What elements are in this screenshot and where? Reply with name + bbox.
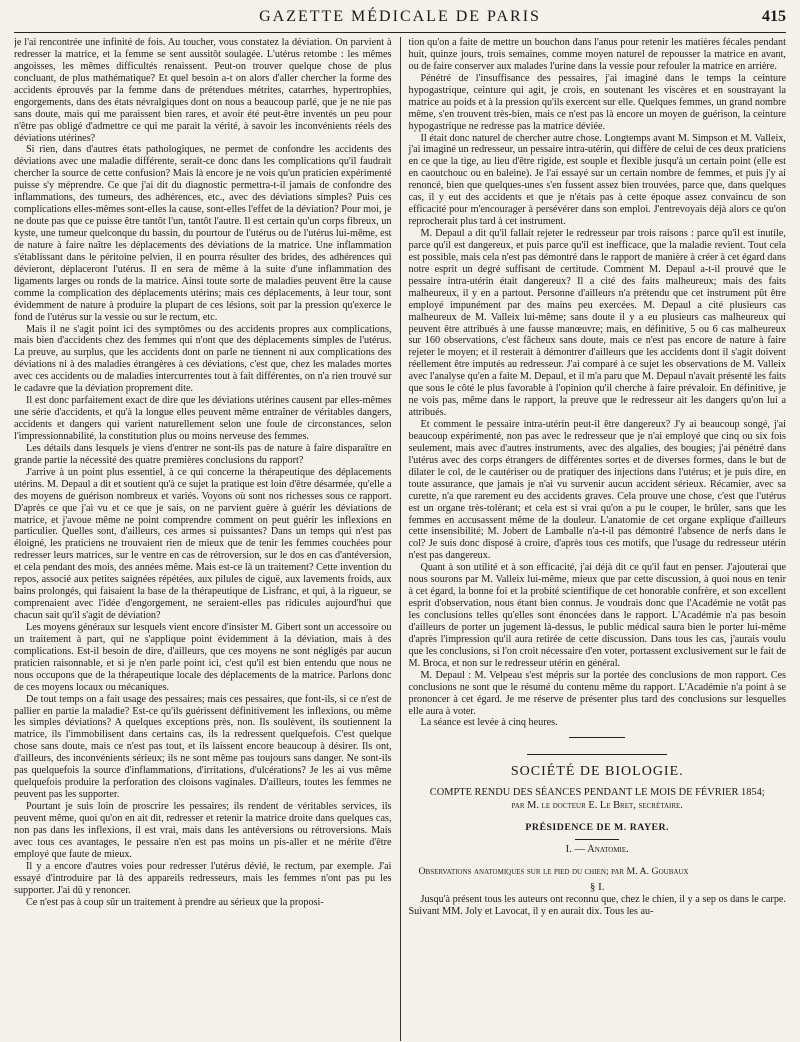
- paragraph: Ce n'est pas à coup sûr un traitement à prendre au sérieux que la proposi-: [26, 896, 324, 908]
- columns: [14, 37, 786, 1041]
- paragraph: Il est donc parfaitement exact de dire que les déviations utérines causent par elles-mêmes une série d'accidents, et qu'à la longue elles peuvent même entraîner de véritables dangers, accidents et dangers qui varient naturellement selon une foule de circonstances, selon l'impressionnabilité, la constitution plus ou moins nerveuse des femmes.: [14, 395, 392, 442]
- page-number: 415: [762, 8, 786, 25]
- page-header: [14, 8, 786, 33]
- journal-title: GAZETTE MÉDICALE DE PARIS: [259, 8, 541, 25]
- presidency-line: PRÉSIDENCE DE M. RAYER.: [525, 821, 670, 833]
- paragraph: je l'ai rencontrée une infinité de fois. Au toucher, vous constatez la déviation. On parvient à redresser la matrice, et la femme se sent aussitôt soulagée. L'utérus retombe : les mêmes angoisses, les mêmes difficultés renaissent. Peut-on trouver quelque chose de plus concluant, de plus mathématique? Et quel besoin a-t on alors d'aller chercher la forme des accidents éprouvés par la femme dans de prétendues métrites, catarrhes, hypertrophies, engorgements, dans des états névralgiques dont on nous a beaucoup parlé, que je ne nie pas sans doute, mais qui me paraissent bien rares, et avoir été peut-être inventés un peu pour n'être pas obligé d'admettre ce qui me parait la vérité, à savoir les inconvénients réels des déviations utérines?: [14, 37, 392, 144]
- paragraph-mark: § I.: [589, 881, 605, 894]
- seance-closing: La séance est levée à cinq heures.: [420, 717, 558, 729]
- paragraph: De tout temps on a fait usage des pessaires; mais ces pessaires, que font-ils, si ce n'est de pallier en partie la maladie? Est-ce qu'ils guérissent définitivement les inflexions, ou même les simples déviations? A quelques exceptions près, non. Ils soulèvent, ils soutiennent la matrice, ils l'immobilisent dans certains cas, ils la redressent quelquefois. C'est quelque chose sans doute, mais ce n'est pas tout, et ils laissent encore beaucoup à désirer. Ils ont, d'ailleurs, des inconvénients sérieux; ils ne sont même pas toujours sans danger. Ne sont-ils pas quelquefois la source d'inflammations, d'irritations, d'ulcérations? Je les ai vus même quelquefois produire la perforation des cloisons vaginales. D'ailleurs, toutes les femmes ne peuvent pas les supporter.: [14, 693, 392, 801]
- section-heading: SOCIÉTÉ DE BIOLOGIE.: [510, 764, 684, 780]
- paragraph: Mais il ne s'agit point ici des symptômes ou des accidents propres aux complications, mais bien d'accidents chez des femmes qui n'ont que des déplacements simples de l'utérus. La preuve, au surplus, que les accidents dont on parle ne tiennent ni aux complications des déviations ni à des maladies étrangères à ces déviations, c'est que, chez les malades mortes avec ces accidents ou de maladies intercurrentes tout à fait différentes, on n'a rien trouvé sur le cadavre que la déviation proprement dite.: [14, 323, 392, 395]
- left-column: [14, 37, 392, 1041]
- paragraph: Les détails dans lesquels je viens d'entrer ne sont-ils pas de nature à faire disparaître en grande partie la nécessité des quatre premières conclusions du rapport?: [14, 442, 392, 466]
- paragraph: Jusqu'à présent tous les auteurs ont reconnu que, chez le chien, il y a sep os dans le carpe. Suivant MM. Joly et Lavocat, il y en aurait dix. Tous les au-: [408, 893, 786, 917]
- right-column: [408, 37, 786, 1041]
- separator-rule: [569, 737, 625, 738]
- report-author-line: par M. le docteur E. Le Bret, secrétaire.: [511, 800, 683, 812]
- paragraph: Et comment le pessaire intra-utérin peut-il être dangereux? J'y ai beaucoup songé, j'ai beaucoup expérimenté, non pas avec le redresseur que je n'ai employé que cinq ou six fois seulement, mais avec d'autres instruments, avec des algalies, des bougies; j'ai pénétré dans l'utérus avec des corps étrangers de différentes sortes et de diverses formes, dans le but de dilater le col, de le cautériser ou de pratiquer des injections dans l'utérus; et je puis dire, en toute assurance, que jamais je n'ai vu survenir aucun accident sérieux. Récamier, avec sa curette, n'a que rarement eu des accidents graves. Cela prouve une chose, c'est que l'utérus est un organe très-tolérant; et cela est si vrai qu'on a pu le couper, le brûler, sans que les femmes en accusassent même de la douleur. L'anatomie de cet organe explique d'ailleurs cette insensibilité; M. Jobert de Lamballe n'a-t-il pas démontré l'absence de nerfs dans le col? Je suis donc disposé à croire, d'après tous ces motifs, que l'usage du redresseur utérin n'est pas dangereux.: [408, 419, 786, 562]
- paragraph: tion qu'on a faite de mettre un bouchon dans l'anus pour retenir les matières fécales pendant huit, quinze jours, trois semaines, comme moyen naturel de repousser la matrice en avant, ou de faire conserver aux malades l'urine dans la vessie pour refouler la matrice en arrière.: [408, 37, 786, 72]
- paragraph: M. Depaul : M. Velpeau s'est mépris sur la portée des conclusions de mon rapport. Ces conclusions ne sont que le résumé du contenu même du rapport. L'Académie n'a point à se prononcer à cet égard. Je me réserve de présenter plus tard des conclusions sur lesquelles elle aura à voter.: [408, 669, 786, 717]
- paragraph: Pénétré de l'insuffisance des pessaires, j'ai imaginé dans le temps la ceinture hypogastrique, ceinture qui agit, je crois, en soutenant les viscères et en soustrayant la matrice au poids et à la pression qu'ils exercent sur elle. Quelques femmes, un grand nombre même, s'en trouvent très-bien, mais ce n'est pas là encore un moyen de guérison, la ceinture hypogastrique ne redresse pas la matrice déviée.: [408, 72, 786, 132]
- column-divider: [400, 37, 401, 1041]
- subsection-heading: I. — Anatomie.: [565, 844, 629, 856]
- article-title: Observations anatomiques sur le pied du chien; par M. A. Goubaux: [418, 865, 689, 877]
- paragraph: M. Depaul a dit qu'il fallait rejeter le redresseur par trois raisons : parce qu'il est inutile, parce qu'il est dangereux, et puis parce qu'il est inefficace, que la maladie revient. Tout cela est possible, mais cela n'est pas démontré dans le rapport de manière à créer à cet égard dans notre esprit un degré suffisant de certitude. Comment M. Depaul a-t-il prouvé que le pessaire intra-utérin était dangereux? Il a cité des faits malheureux; mais des faits malheureux, il y en a partout. Personne d'ailleurs n'a prétendu que cet instrument pût être employé impunément par des mains peu exercées. M. Depaul a cité plusieurs cas malheureux de M. Valleix lui-même; sans doute il y a eu plusieurs cas malheureux qui peuvent être attribués à une fausse manœuvre; mais, en définitive, 5 ou 6 cas malheureux sur 160 observations, c'est fâcheux sans doute, mais ce n'est pas encore de nature à faire rejeter le moyen; et il resterait à démontrer d'ailleurs que les accidents dont il s'agit doivent réellement être imputés au redresseur. J'ai comparé à ce sujet les observations de M. Valleix avec l'analyse qu'en a faite M. Depaul, et il m'a paru que M. Depaul n'avait présenté les faits que sous le côté le plus favorable à l'opinion qu'il cherche à faire prévaloir. En définitive, je ne vois pas, même dans le rapport, la preuve que le redresseur ait les dangers qu'on lui a attribués.: [408, 228, 786, 419]
- paragraph: Si rien, dans d'autres états pathologiques, ne permet de confondre les accidents des déviations avec une maladie différente, serait-ce donc dans les complications qu'il faudrait chercher la source de cette confusion? Mais là encore je ne vois qu'un praticien expérimenté puisse s'y méprendre. Ce que j'ai dit du diagnostic permettra-t-il jamais de confondre des inflammations, des tumeurs, des adhérences, etc., avec des déviations simples? Puis ces complications elles-mêmes sont-elles la cause, sont-elles l'effet de la déviation? Pour moi, je ne doute pas que ce puisse être tantôt l'un, tantôt l'autre. Il est certain qu'un corps fibreux, un kyste, une tumeur quelconque du bassin, du pourtour de l'utérus ou de l'utérus lui-même, est de nature à faire naître les déplacements des déviations de la matrice. Une inflammation s'établissant dans le péritoine pelvien, il en pourra résulter des brides, des adhérences qui dévieront, déplaceront l'utérus. Il en sera de même à la suite d'une inflammation des ligaments larges ou ronds de la matrice. Ainsi toute sorte de maladies peuvent être la cause comme la complication des déplacements utérins; mais ces déplacements, à leur tour, sont évidemment de nature à produire la plupart de ces lésions, soit par la pression qu'exerce le fond de l'utérus sur la vessie ou sur le rectum, etc.: [14, 144, 392, 323]
- paragraph: Les moyens généraux sur lesquels vient encore d'insister M. Gibert sont un accessoire ou un traitement à part, qui ne s'applique point évidemment à la déviation, mais à des complications. Est-il besoin de dire, d'ailleurs, que ces moyens ne sont négligés par aucun praticien raisonnable, et si je n'en parle point ici, c'est qu'il est bien entendu que nous ne nous occupons que de la thérapeutique locale des déplacements de la matrice. Parlons donc de ces moyens locaux ou mécaniques.: [14, 621, 392, 693]
- paragraph: Pourtant je suis loin de proscrire les pessaires; ils rendent de véritables services, ils peuvent même, quoi qu'on en ait dit, redresser et retenir la matrice droite dans quelques cas, non pas dans les inflexions, il est vrai, mais dans les antéversions ou rétroversions. Mais avec tous ces avantages, le pessaire n'en est pas moins un pis-aller et ne mérite d'être employé que faute de mieux.: [14, 801, 392, 860]
- paragraph: J'arrive à un point plus essentiel, à ce qui concerne la thérapeutique des déplacements utérins. M. Depaul a dit et soutient qu'à ce sujet la pratique est loin d'être désarmée, qu'elle a des moyens de guérison nombreux et variés. Voyons où sont nos richesses sous ce rapport. D'après ce que j'ai vu et ce que je sais, on ne parvient guère à guérir les déviations de matrice, et j'avoue même ne point comprendre comment on peut guérir les inflexions en particulier. Quelles sont, d'ailleurs, ces armes si puissantes? Dans un temps qui n'est pas éloigné, les praticiens ne trouvaient rien de mieux que de tenir les femmes couchées pour redresser leurs matrices, sur le ventre en cas de rétroversion, sur le dos en cas d'antéversion, et cela pendant des mois, des années même. Mais est-ce là un traitement? Cette invention du repos, associé aux petites saignées répétées, aux pilules de ciguë, aux lavements froids, aux bains prolongés, qui faisaient la base de la thérapeutique de Lisfranc, et qui, à la rigueur, se comprenaient avec l'idée d'engorgement, ne seraient-elles pas ridicules aujourd'hui que chacun sait qu'il s'agit de déviation?: [14, 466, 392, 621]
- separator-rule: [575, 839, 619, 840]
- separator-rule: [527, 754, 667, 755]
- report-subtitle: [408, 786, 786, 813]
- paragraph: Il était donc naturel de chercher autre chose. Longtemps avant M. Simpson et M. Valleix, j'ai imaginé un redresseur, un pessaire intra-utérin, qui diffère de celui de ces deux praticiens en ce que la tige, au lieu d'être rigide, est souple et flexible jusqu'à un certain point (elle est en caoutchouc ou en baleine). Je l'ai essayé sur un certain nombre de femmes, et puis j'y ai renoncé, bien que quelques-unes s'en fussent assez bien trouvées, parce que, dans quelques cas, il y eut des accidents et que je n'étais pas à cette époque assez convaincu de son efficacité pour m'encourager à persévérer dans son emploi. J'entrevoyais déjà alors ce qu'on reprocherait plus tard à cet instrument.: [408, 132, 786, 228]
- report-subtitle-line: COMPTE RENDU DES SÉANCES PENDANT LE MOIS DE FÉVRIER 1854;: [429, 786, 765, 798]
- paragraph: Quant à son utilité et à son efficacité, j'ai déjà dit ce qu'il faut en penser. J'ajouterai que nous sourons par M. Valleix lui-même, mieux que par cette discussion, à quoi nous en tenir à cet égard, la bonne foi et la probité scientifique de cet honorable confrère, et son excellent esprit d'observation, nous étant bien connus. Je voudrais donc que l'Académie ne votât pas les conclusions telles qu'elles sont énoncées dans le rapport. L'Académie n'a pas besoin d'ailleurs de porter un jugement là-dessus, le public médical saura bien le porter lui-même d'après l'impression qu'il aura retirée de cette discussion. Dans tous les cas, j'aurais voulu que les conclusions, si l'on croit nécessaire d'en voter, portassent exclusivement sur le fait de M. Broca, et non sur le redresseur utérin en général.: [408, 562, 786, 669]
- paragraph: Il y a encore d'autres voies pour redresser l'utérus dévié, le rectum, par exemple. J'ai essayé d'introduire par là des appareils redresseurs, mais les femmes n'ont pas pu les supporter. J'ai dû y renoncer.: [14, 860, 392, 896]
